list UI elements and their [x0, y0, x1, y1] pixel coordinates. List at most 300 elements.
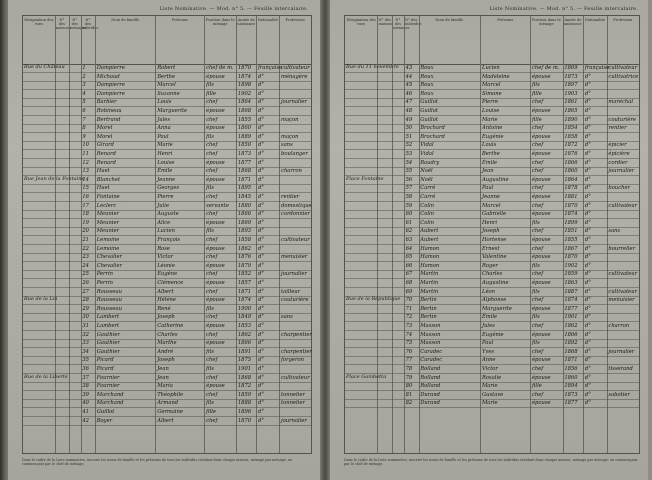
cell-nat: d° — [584, 280, 591, 286]
cell-pos: épouse — [531, 73, 551, 80]
cell-nat: d° — [258, 271, 264, 278]
cell-nom: Roux — [420, 73, 434, 80]
cell-an: 1868 — [237, 168, 252, 175]
cell-n: 63 — [405, 237, 413, 243]
cell-pos: épouse — [531, 194, 551, 200]
cell-pos: épouse — [531, 331, 551, 338]
cell-pro: journalier — [281, 99, 307, 106]
cell-an: 1900 — [237, 305, 252, 312]
cell-pos: épouse — [206, 108, 225, 114]
cell-pos: chef — [531, 168, 544, 175]
cell-nom: Perrin — [96, 280, 114, 286]
cell-pro: cultivateur — [608, 65, 638, 71]
cell-n: 41 — [82, 409, 89, 415]
cell-pro — [608, 305, 637, 313]
cell-nom: Caradec — [420, 348, 443, 355]
cell-nom: Roux — [420, 90, 434, 97]
cell-nat: d° — [584, 391, 591, 398]
cell-pro — [281, 159, 310, 167]
cell-n: 57 — [405, 185, 413, 192]
cell-an: 1889 — [237, 133, 252, 140]
cell-n: 43 — [405, 65, 413, 71]
cell-n: 60 — [405, 211, 413, 218]
cell-pos: chef — [206, 254, 218, 261]
cell-nom: Fournier — [96, 374, 120, 381]
cell-nat: d° — [258, 400, 264, 407]
cell-n: 45 — [405, 82, 413, 89]
cell-prenom: Louis — [157, 99, 172, 106]
street-name: Rue de la Liberté — [24, 373, 68, 380]
cell-nom: Caradec — [420, 357, 443, 364]
cell-prenom: Paul — [482, 340, 494, 347]
cell-nat: d° — [258, 391, 264, 398]
cell-nom: Renard — [96, 159, 116, 166]
cell-n: 70 — [405, 297, 413, 304]
cell-an: 1874 — [564, 211, 578, 218]
cell-pro: sans — [281, 314, 293, 321]
cell-an: 1873 — [237, 151, 252, 157]
cell-an: 1878 — [564, 185, 578, 192]
cell-prenom: René — [157, 305, 171, 312]
cell-pos: fils — [531, 219, 540, 226]
cell-pro — [608, 236, 637, 244]
cell-nat: d° — [584, 168, 591, 175]
cell-nom: Masson — [420, 331, 441, 338]
cell-pro — [608, 356, 637, 364]
cell-nat: d° — [584, 297, 591, 304]
cell-nat: d° — [258, 280, 264, 286]
cell-pro — [281, 219, 310, 227]
cell-n: 6 — [82, 108, 86, 114]
column-header: Nom de famille — [435, 18, 464, 22]
cell-nom: Martin — [420, 280, 439, 286]
cell-n: 68 — [405, 280, 413, 286]
cell-nat: d° — [584, 108, 591, 114]
cell-pro — [608, 374, 637, 382]
table-header — [345, 16, 639, 65]
cell-nat: française — [584, 65, 610, 71]
cell-nat: d° — [584, 237, 591, 243]
cell-nom: Hamon — [420, 245, 440, 252]
cell-nom: Chevalier — [96, 262, 122, 269]
cell-prenom: Eugène — [157, 271, 178, 278]
cell-nat: d° — [584, 400, 591, 407]
cell-prenom: Anne — [482, 357, 496, 364]
cell-prenom: Marcel — [482, 202, 501, 209]
cell-nat: d° — [258, 262, 264, 269]
cell-nom: Durand — [420, 400, 440, 407]
cell-nat: d° — [584, 383, 591, 390]
cell-nat: d° — [258, 237, 264, 243]
cell-n: 36 — [82, 366, 89, 372]
cell-pro: forgeron — [281, 357, 304, 364]
cell-pos: fils — [531, 82, 540, 89]
cell-n: 65 — [405, 254, 413, 261]
cell-pos: chef — [206, 357, 218, 364]
cell-nom: Picard — [96, 366, 114, 372]
cell-nom: Dampierre — [96, 65, 125, 71]
cell-pro — [608, 133, 637, 141]
cell-nom: Bertin — [420, 314, 437, 321]
cell-an: 1868 — [564, 348, 578, 355]
cell-pos: fils — [206, 185, 214, 192]
cell-an: 1902 — [237, 90, 252, 97]
page-header: Liste Nominative. — Mod. n° 5. — Feuille intercalaire. — [159, 6, 308, 12]
cell-n: 48 — [405, 108, 413, 114]
cell-n: 28 — [82, 297, 89, 304]
cell-prenom: Joseph — [157, 314, 175, 321]
cell-nat: d° — [258, 366, 264, 372]
cell-pos: chef — [206, 211, 218, 218]
cell-an: 1872 — [237, 383, 252, 390]
cell-pro: journalier — [281, 271, 307, 278]
cell-an: 1864 — [237, 99, 252, 106]
cell-pro: menuisier — [608, 297, 635, 304]
cell-pos: fils — [531, 288, 540, 295]
cell-nom: Rolland — [420, 383, 441, 390]
cell-prenom: Pierre — [482, 99, 499, 106]
cell-an: 1881 — [564, 194, 578, 200]
cell-pos: chef — [531, 297, 544, 304]
cell-pos: épouse — [531, 211, 551, 218]
cell-n: 13 — [82, 168, 89, 175]
cell-nat: d° — [258, 202, 264, 209]
cell-pos: chef — [531, 323, 544, 329]
cell-n: 44 — [405, 73, 413, 80]
cell-pro: charron — [281, 168, 302, 175]
street-name: Place Fontaine — [346, 175, 384, 182]
cell-nom: Gauthier — [96, 340, 120, 347]
cell-n: 34 — [82, 348, 89, 355]
cell-n: 80 — [405, 383, 413, 390]
cell-pos: épouse — [206, 159, 225, 166]
cell-n: 61 — [405, 219, 413, 226]
cell-pos: fille — [206, 90, 217, 97]
cell-pos: chef — [531, 348, 544, 355]
cell-n: 81 — [405, 391, 413, 398]
cell-an: 1851 — [564, 228, 578, 235]
cell-pro — [281, 124, 310, 132]
cell-nat: d° — [584, 73, 591, 80]
cell-pos: chef — [206, 271, 218, 278]
cell-pos: chef — [206, 168, 218, 175]
cell-nom: Fontaine — [96, 194, 120, 200]
cell-nat: d° — [258, 417, 264, 424]
cell-n: 23 — [82, 254, 89, 261]
cell-n: 21 — [82, 237, 89, 243]
cell-n: 18 — [82, 211, 89, 218]
cell-pos: épouse — [531, 133, 551, 140]
cell-prenom: Simone — [482, 90, 502, 97]
cell-nom: Guillot — [420, 116, 438, 123]
cell-pos: fils — [531, 340, 540, 347]
cell-prenom: Gustave — [482, 391, 504, 398]
cell-pro — [608, 262, 637, 270]
cell-n: 78 — [405, 366, 413, 372]
cell-pro: tonnelier — [281, 400, 305, 407]
table-row — [23, 417, 311, 426]
cell-prenom: Eugénie — [482, 133, 504, 140]
column-header: N° des maisons — [378, 18, 394, 26]
cell-pos: épouse — [206, 297, 225, 304]
cell-an: 1873 — [564, 73, 578, 80]
cell-nom: Aubert — [420, 228, 439, 235]
cell-pos: chef — [531, 245, 544, 252]
cell-nat: d° — [584, 262, 591, 269]
cell-prenom: Robert — [157, 65, 176, 71]
cell-an: 1862 — [564, 323, 578, 329]
cell-n: 56 — [405, 176, 413, 183]
cell-prenom: Jeanne — [157, 176, 176, 183]
cell-nom: Carré — [420, 194, 436, 200]
cell-nom: Gauthier — [96, 348, 120, 355]
cell-nom: Leclerc — [96, 202, 117, 209]
cell-an: 1892 — [564, 340, 578, 347]
cell-prenom: Augustine — [482, 176, 509, 183]
cell-an: 1888 — [237, 400, 252, 407]
cell-pro: épicier — [608, 142, 627, 149]
cell-prenom: Albert — [157, 288, 174, 295]
cell-pos: fils — [206, 400, 214, 407]
cell-pro: charron — [608, 323, 630, 329]
cell-pro: journalier — [608, 348, 635, 355]
cell-prenom: Marie — [482, 383, 498, 390]
cell-nat: française — [258, 65, 283, 71]
cell-nom: Huet — [96, 185, 110, 192]
cell-n: 75 — [405, 340, 413, 347]
cell-an: 1866 — [564, 331, 578, 338]
cell-prenom: Alice — [157, 219, 171, 226]
cell-n: 10 — [82, 142, 89, 149]
cell-prenom: Jean — [482, 168, 494, 175]
cell-nom: Morel — [96, 133, 113, 140]
cell-prenom: Émile — [482, 159, 498, 166]
cell-an: 1864 — [564, 176, 578, 183]
cell-prenom: Berthe — [482, 151, 500, 157]
cell-prenom: Marie — [482, 116, 498, 123]
cell-prenom: Pierre — [157, 194, 174, 200]
cell-pro: cultivateur — [608, 288, 638, 295]
cell-pro — [281, 408, 310, 416]
cell-n: 69 — [405, 288, 413, 295]
cell-nom: Vidal — [420, 151, 434, 157]
cell-prenom: Marthe — [157, 340, 177, 347]
cell-n: 67 — [405, 271, 413, 278]
cell-pro: charpentier — [281, 331, 312, 338]
cell-nat: d° — [584, 374, 591, 381]
cell-nom: Morel — [96, 125, 113, 132]
cell-an: 1868 — [237, 374, 252, 381]
cell-pro — [608, 90, 637, 98]
cell-n: 25 — [82, 271, 89, 278]
cell-nom: Rousseau — [96, 288, 122, 295]
cell-prenom: Maria — [157, 383, 173, 390]
cell-nat: d° — [258, 185, 264, 192]
cell-n: 54 — [405, 159, 413, 166]
cell-pos: chef de m. — [206, 65, 234, 71]
cell-nom: Meunier — [96, 228, 119, 235]
cell-pos: fils — [206, 228, 214, 235]
cell-n: 24 — [82, 262, 89, 269]
cell-an: 1866 — [564, 159, 578, 166]
cell-pos: épouse — [531, 176, 551, 183]
cell-nom: Fournier — [96, 383, 120, 390]
street-name: Rue de la République — [346, 296, 401, 303]
cell-pro: rentier — [281, 194, 300, 200]
cell-nat: d° — [584, 211, 591, 218]
cell-pos: fils — [206, 348, 214, 355]
cell-n: 16 — [82, 194, 89, 200]
cell-an: 1879 — [237, 262, 252, 269]
cell-prenom: Armand — [157, 400, 179, 407]
cell-nom: Robineau — [96, 108, 122, 114]
cell-nom: Rolland — [420, 366, 441, 372]
cell-pos: épouse — [206, 262, 225, 269]
cell-an: 1854 — [564, 125, 578, 132]
cell-prenom: Anna — [157, 125, 171, 132]
cell-prenom: Paul — [157, 133, 169, 140]
cell-nat: d° — [258, 383, 264, 390]
cell-prenom: Lucien — [157, 228, 175, 235]
cell-an: 1877 — [564, 400, 578, 407]
cell-n: 55 — [405, 168, 413, 175]
cell-n: 35 — [82, 357, 89, 364]
cell-nat: d° — [584, 228, 591, 235]
cell-n: 15 — [82, 185, 89, 192]
cell-nat: d° — [584, 357, 591, 364]
cell-nom: Perrin — [96, 271, 114, 278]
cell-prenom: Victor — [482, 366, 498, 372]
cell-pro — [281, 382, 310, 390]
cell-nat: d° — [584, 142, 591, 149]
cell-nat: d° — [258, 374, 264, 381]
cell-nat: d° — [584, 288, 591, 295]
cell-nom: Colin — [420, 219, 435, 226]
cell-prenom: Marguerite — [157, 108, 188, 114]
cell-pro — [608, 253, 637, 261]
cell-nom: Meunier — [96, 211, 119, 218]
cell-an: 1880 — [237, 202, 252, 209]
cell-nat: d° — [584, 323, 591, 329]
cell-pro — [608, 107, 637, 115]
cell-an: 1849 — [237, 314, 252, 321]
cell-nom: Hamon — [420, 254, 440, 261]
cell-pro: cordonnier — [281, 211, 310, 218]
column-header: N° des individus — [404, 18, 422, 26]
cell-pro — [281, 81, 310, 89]
cell-pro: menuisier — [281, 254, 308, 261]
cell-nat: d° — [584, 159, 591, 166]
cell-nat: d° — [258, 211, 264, 218]
cell-pos: épouse — [531, 400, 551, 407]
cell-nat: d° — [258, 228, 264, 235]
cell-an: 1860 — [564, 374, 578, 381]
cell-pro: cordier — [608, 159, 628, 166]
cell-n: 19 — [82, 219, 89, 226]
cell-pro — [281, 184, 310, 192]
page-footnote: Dans le cadre de la Liste nominative, inscrire les noms de famille et les prénoms de tous les individus résidant dans chaque maison, ménage par ménage, en commençant par le chef de ménage. — [22, 458, 293, 466]
cell-an: 1856 — [564, 366, 578, 372]
cell-nom: Rousseau — [96, 305, 122, 312]
cell-nat: d° — [584, 194, 591, 200]
cell-prenom: Julie — [157, 202, 170, 209]
cell-nom: Guillot — [420, 108, 438, 114]
cell-pro: maçon — [281, 116, 299, 123]
cell-nom: Masson — [420, 340, 441, 347]
cell-prenom: Paul — [482, 185, 494, 192]
cell-an: 1898 — [237, 82, 252, 89]
cell-nom: Rousseau — [96, 297, 122, 304]
street-name: Rue Jean de la Fontaine — [24, 175, 85, 182]
cell-pro — [281, 365, 310, 373]
cell-nat: d° — [258, 73, 264, 80]
cell-nat: d° — [258, 133, 264, 140]
street-name: Rue du 11 novembre — [346, 64, 399, 70]
cell-pos: épouse — [206, 383, 225, 390]
cell-prenom: Charles — [482, 271, 503, 278]
cell-pos: chef — [206, 391, 218, 398]
column-header: Nom de famille — [111, 18, 140, 22]
cell-an: 1862 — [237, 245, 252, 252]
cell-pos: épouse — [531, 305, 551, 312]
cell-prenom: Henri — [482, 219, 498, 226]
cell-pro: domestique — [281, 202, 312, 209]
book-gutter — [320, 0, 330, 480]
cell-prenom: Suzanne — [157, 90, 180, 97]
street-name: Rue de la Loi — [24, 296, 58, 303]
cell-pos: fille — [531, 90, 542, 97]
cell-pro: charpentier — [281, 348, 312, 355]
cell-nom: Marchand — [96, 400, 124, 407]
cell-an: 1858 — [237, 237, 252, 243]
cell-an: 1891 — [237, 348, 252, 355]
cell-prenom: Marie — [157, 142, 173, 149]
cell-n: 76 — [405, 348, 413, 355]
cell-an: 1860 — [237, 125, 252, 132]
cell-pro: bourrelier — [608, 245, 636, 252]
cell-an: 1870 — [237, 417, 252, 424]
cell-nat: d° — [584, 245, 591, 252]
cell-prenom: Marie — [482, 400, 498, 407]
cell-n: 82 — [405, 400, 413, 407]
cell-n: 73 — [405, 323, 413, 329]
cell-an: 1861 — [564, 99, 578, 106]
cell-nom: Guillot — [96, 409, 115, 415]
cell-pro — [281, 279, 310, 287]
cell-nat: d° — [584, 331, 591, 338]
cell-prenom: Léon — [482, 288, 495, 295]
cell-pos: fils — [531, 314, 540, 321]
cell-pos: chef — [206, 374, 218, 381]
column-header: Nationalité — [257, 18, 278, 22]
column-header: N° des individus — [81, 18, 99, 30]
cell-pro — [281, 262, 310, 270]
cell-pro: sans — [608, 228, 621, 235]
cell-an: 1901 — [564, 314, 578, 321]
cell-nat: d° — [258, 340, 264, 347]
cell-pro: tonnelier — [281, 391, 305, 398]
cell-prenom: Albert — [157, 417, 174, 424]
cell-an: 1853 — [237, 323, 252, 329]
page-footnote: Dans le cadre de la Liste nominative, inscrire les noms de famille et les prénoms de tous les individus résidant dans chaque maison, ménage par ménage, en commençant par le chef de ménage. — [344, 458, 638, 466]
cell-nom: Boyer — [96, 417, 113, 424]
cell-prenom: Clémence — [157, 280, 184, 286]
cell-n: 79 — [405, 374, 413, 381]
cell-nat: d° — [258, 288, 264, 295]
cell-pro: cultivateur — [281, 374, 310, 381]
cell-n: 17 — [82, 202, 89, 209]
cell-n: 77 — [405, 357, 413, 364]
